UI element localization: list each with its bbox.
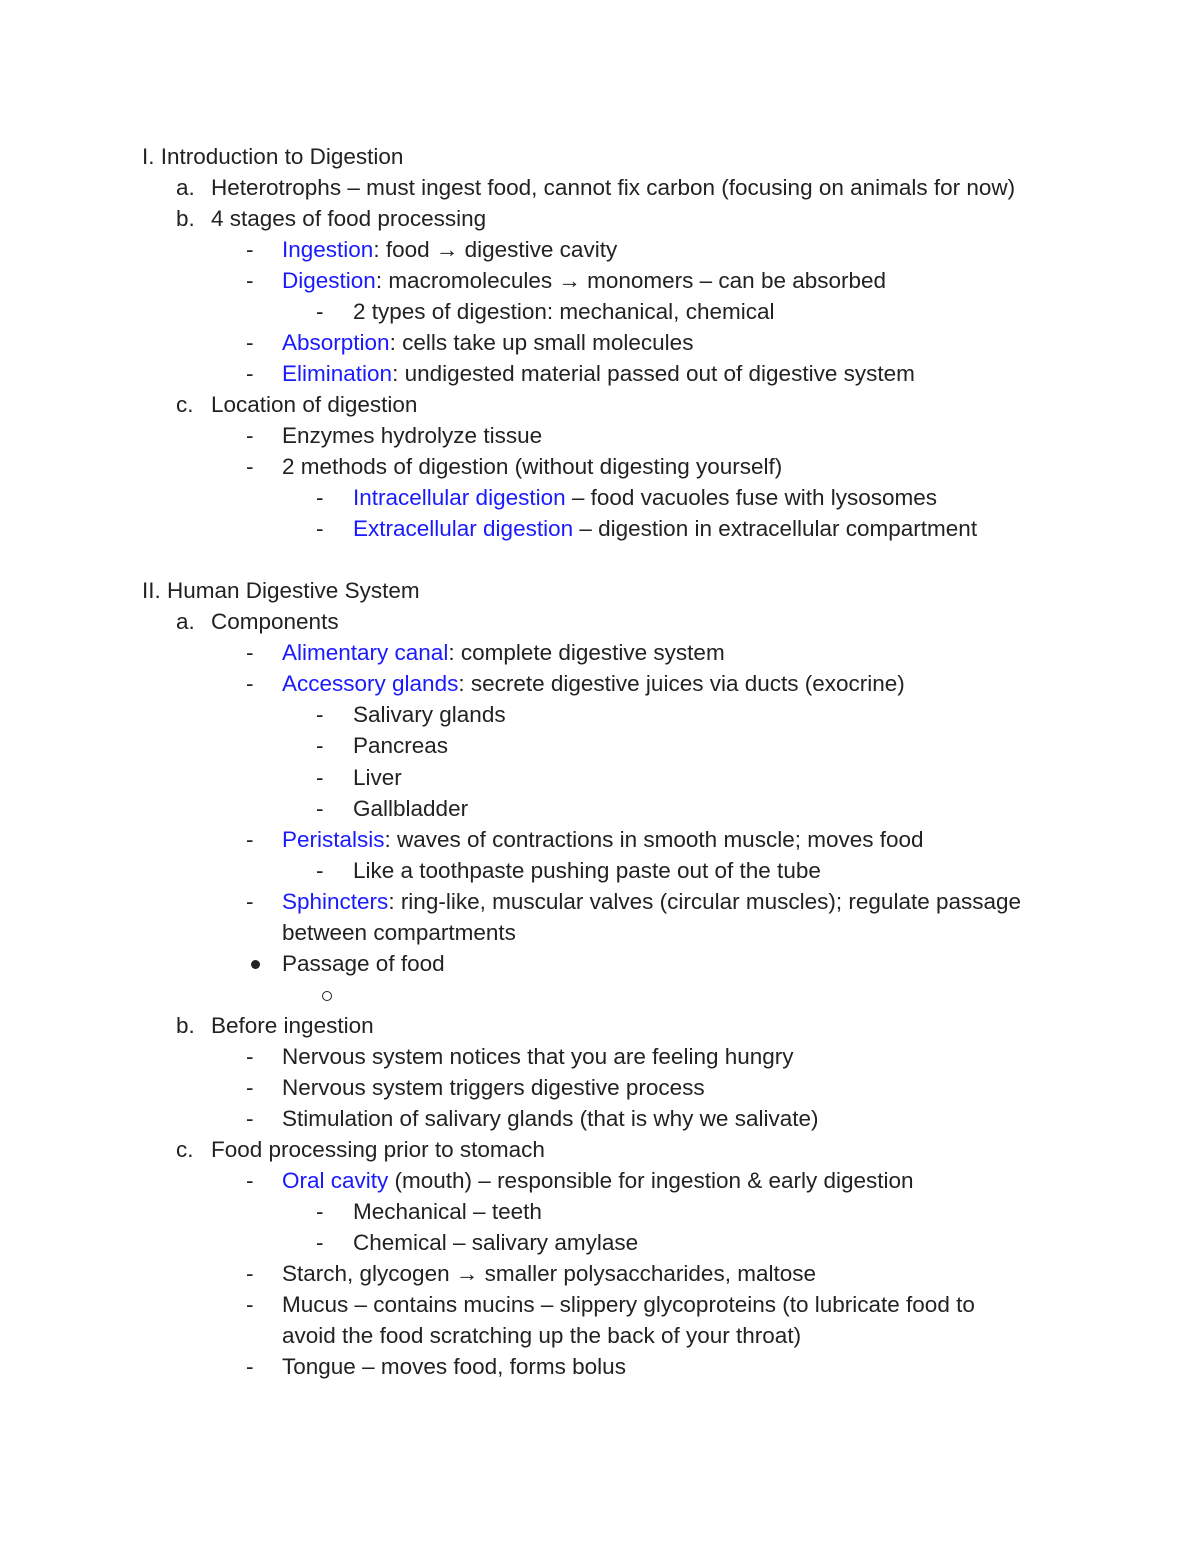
dash-marker: - <box>316 516 324 542</box>
highlighted-term: Ingestion <box>282 236 374 262</box>
bullet-dot-icon <box>251 960 260 969</box>
outline-item <box>246 824 924 855</box>
line-text: 2 types of digestion: mechanical, chemical <box>353 298 775 324</box>
highlighted-term: Absorption <box>282 329 390 355</box>
line-text: : secrete digestive juices via ducts (exocrine) <box>458 671 905 697</box>
line-text: Tongue – moves food, forms bolus <box>282 1354 626 1380</box>
line-text: Nervous system notices that you are feeling hungry <box>282 1043 794 1069</box>
outline-item <box>316 699 506 730</box>
outline-item <box>246 668 905 699</box>
dash-marker: - <box>316 298 324 324</box>
outline-item <box>246 1165 914 1196</box>
line-text: : complete digestive system <box>448 640 725 666</box>
section-heading <box>142 575 420 606</box>
outline-item <box>246 234 618 265</box>
dash-marker: - <box>316 1199 324 1225</box>
bullet-circle-icon <box>322 991 332 1001</box>
outline-item <box>282 917 516 948</box>
highlighted-term: Elimination <box>282 360 393 386</box>
outline-item <box>246 1041 794 1072</box>
highlighted-term: Alimentary canal <box>282 640 449 666</box>
dash-marker: - <box>246 1261 254 1287</box>
line-text: Nervous system triggers digestive process <box>282 1075 705 1100</box>
outline-item <box>282 948 445 979</box>
dash-marker: - <box>246 329 254 355</box>
outline-item <box>316 1227 639 1258</box>
dash-marker: - <box>246 640 254 666</box>
outline-item <box>176 1134 545 1165</box>
line-text: Salivary glands <box>353 702 506 728</box>
list-letter: b. <box>176 205 195 231</box>
line-text: : cells take up small molecules <box>389 329 694 355</box>
outline-item <box>246 1258 816 1289</box>
outline-item <box>316 513 978 544</box>
outline-item <box>316 730 449 761</box>
line-text: Stimulation of salivary glands (that is why we salivate) <box>282 1106 819 1132</box>
line-text: : macromolecules → monomers – can be absorbed <box>375 267 887 293</box>
list-letter: a. <box>176 609 195 635</box>
highlighted-term: Extracellular digestion <box>353 516 574 542</box>
dash-marker: - <box>316 485 324 511</box>
dash-marker: - <box>246 454 254 479</box>
outline-item <box>316 793 469 824</box>
highlighted-term: Peristalsis <box>282 826 385 852</box>
dash-marker: - <box>246 671 254 697</box>
line-text: – food vacuoles fuse with lysosomes <box>565 485 938 511</box>
dash-marker: - <box>246 1168 254 1194</box>
line-text: Enzymes hydrolyze tissue <box>282 422 543 448</box>
list-letter: b. <box>176 1012 195 1038</box>
highlighted-term: Digestion <box>282 267 376 293</box>
highlighted-term: Oral cavity <box>282 1168 389 1194</box>
outline-item <box>176 389 418 420</box>
line-text: Components <box>211 609 339 635</box>
outline-item <box>246 451 783 482</box>
highlighted-term: Intracellular digestion <box>353 485 566 511</box>
dash-marker: - <box>316 764 324 790</box>
outline-item <box>246 1289 975 1320</box>
line-text: : food → digestive cavity <box>373 236 618 262</box>
line-text: Gallbladder <box>353 795 469 821</box>
line-text: Liver <box>353 764 402 790</box>
line-text: Food processing prior to stomach <box>211 1137 545 1163</box>
dash-marker: - <box>316 857 324 883</box>
highlighted-term: Accessory glands <box>282 671 459 697</box>
line-text: : undigested material passed out of digestive system <box>392 360 915 386</box>
outline-item <box>316 855 821 886</box>
dash-marker: - <box>246 1354 254 1380</box>
line-text: Location of digestion <box>211 391 418 417</box>
line-text: 4 stages of food processing <box>211 205 487 231</box>
line-text: Mucus – contains mucins – slippery glycoproteins (to lubricate food to <box>282 1292 975 1318</box>
dash-marker: - <box>316 702 324 728</box>
list-letter: a. <box>176 174 195 200</box>
outline-item <box>176 203 487 234</box>
dash-marker: - <box>246 1292 254 1318</box>
outline-item <box>246 637 725 668</box>
line-text: Mechanical – teeth <box>353 1199 542 1225</box>
line-text: between compartments <box>282 919 516 945</box>
line-text: Chemical – salivary amylase <box>353 1230 639 1256</box>
outline-item <box>246 1103 819 1134</box>
line-text: Starch, glycogen → smaller polysaccharides, maltose <box>282 1261 816 1287</box>
line-text: Before ingestion <box>211 1012 374 1038</box>
highlighted-term: Sphincters <box>282 888 389 914</box>
line-text: II. Human Digestive System <box>142 578 420 604</box>
dash-marker: - <box>246 1043 254 1069</box>
dash-marker: - <box>246 360 254 386</box>
dash-marker: - <box>246 236 254 262</box>
outline-item <box>282 1320 801 1351</box>
outline-item <box>246 327 694 358</box>
dash-marker: - <box>246 1106 254 1132</box>
outline-item <box>246 358 915 389</box>
line-text: I. Introduction to Digestion <box>142 143 404 169</box>
outline-item <box>316 1196 542 1227</box>
outline-item <box>246 1072 705 1103</box>
dash-marker: - <box>316 795 324 821</box>
outline-item <box>316 762 402 793</box>
line-text: Heterotrophs – must ingest food, cannot fix carbon (focusing on animals for now) <box>211 174 1016 200</box>
dash-marker: - <box>246 422 254 448</box>
outline-item <box>316 296 775 327</box>
outline-item <box>246 1351 626 1382</box>
line-text: : ring-like, muscular valves (circular muscles); regulate passage <box>388 888 1022 914</box>
line-text: avoid the food scratching up the back of your throat) <box>282 1323 802 1349</box>
outline-item <box>176 172 1016 203</box>
line-text: Pancreas <box>353 733 449 759</box>
outline-item <box>176 606 339 637</box>
dash-marker: - <box>246 1075 254 1100</box>
dash-marker: - <box>246 826 254 852</box>
dash-marker: - <box>316 733 324 759</box>
dash-marker: - <box>246 888 254 914</box>
list-letter: c. <box>176 391 194 417</box>
dash-marker: - <box>316 1230 324 1256</box>
line-text: : waves of contractions in smooth muscle; moves food <box>384 826 924 852</box>
outline-item <box>246 886 1022 917</box>
line-text: Passage of food <box>282 950 445 976</box>
section-heading <box>142 141 403 172</box>
line-text: Like a toothpaste pushing paste out of the tube <box>353 857 821 883</box>
list-letter: c. <box>176 1137 194 1163</box>
outline-item <box>316 482 938 513</box>
dash-marker: - <box>246 267 254 293</box>
outline-item <box>246 265 887 296</box>
line-text: (mouth) – responsible for ingestion & early digestion <box>388 1168 914 1194</box>
outline-item <box>176 1010 374 1041</box>
line-text: 2 methods of digestion (without digesting yourself) <box>282 454 783 479</box>
line-text: – digestion in extracellular compartment <box>573 516 978 542</box>
outline-item <box>246 420 543 451</box>
